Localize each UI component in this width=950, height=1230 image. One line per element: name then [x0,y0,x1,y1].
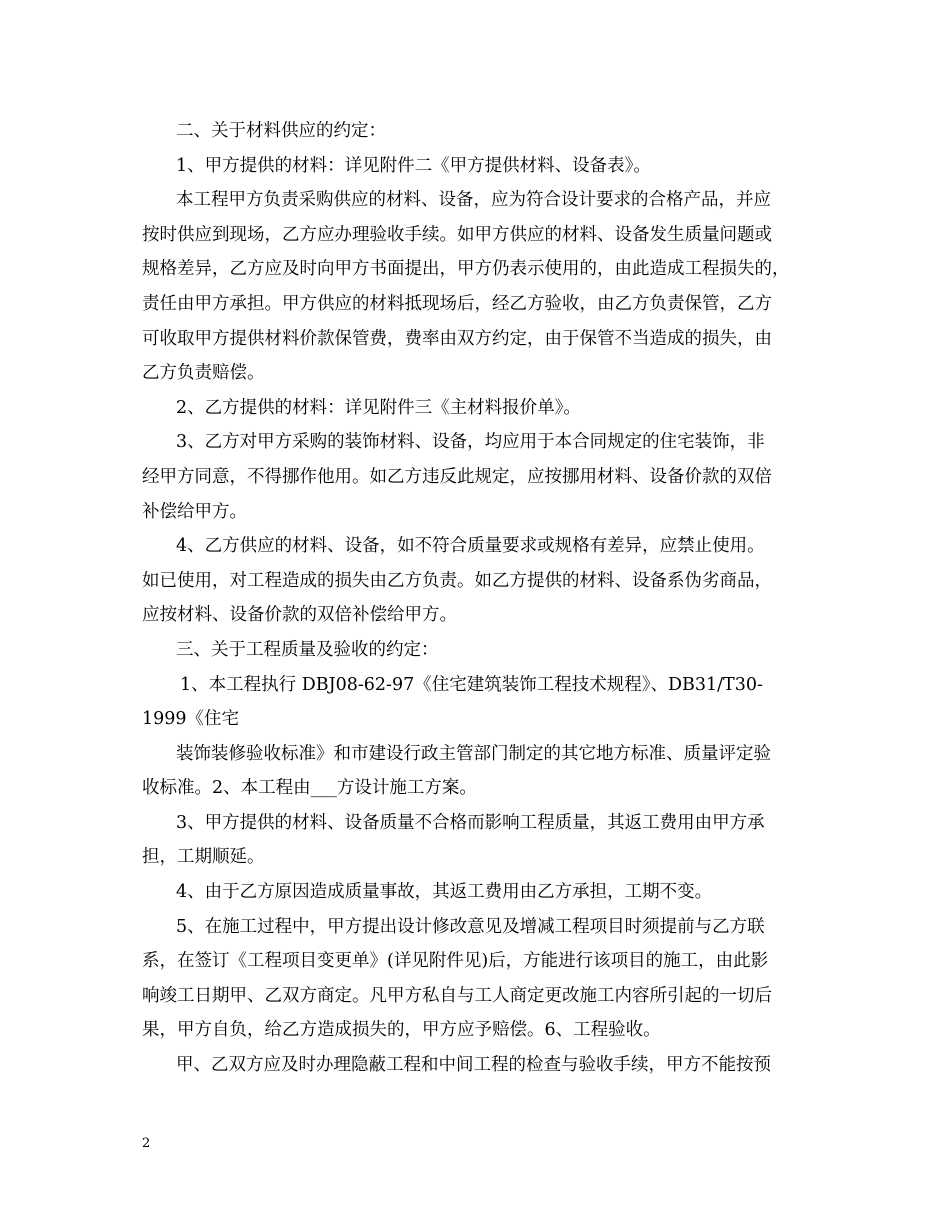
paragraph-line: 补偿给甲方。 [142,501,247,522]
paragraph-line: 乙方负责赔偿。 [142,363,265,384]
paragraph-line: 如已使用，对工程造成的损失由乙方负责。如乙方提供的材料、设备系伪劣商品， [142,570,772,591]
paragraph-line: 果，甲方自负，给乙方造成损失的，甲方应予赔偿。6、工程验收。 [142,1020,661,1041]
paragraph-line: 3、甲方提供的材料、设备质量不合格而影响工程质量，其返工费用由甲方承 [176,812,765,833]
paragraph-line: 2、乙方提供的材料：详见附件三《主材料报价单》。 [176,397,581,418]
document-body [142,114,822,1083]
paragraph-line: 应按材料、设备价款的双倍补偿给甲方。 [142,605,457,626]
paragraph-line: 担，工期顺延。 [142,847,265,868]
paragraph-line: 按时供应到现场，乙方应办理验收手续。如甲方供应的材料、设备发生质量问题或 [142,224,772,245]
paragraph-line: 响竣工日期甲、乙双方商定。凡甲方私自与工人商定更改施工内容所引起的一切后 [142,985,772,1006]
paragraph-line: 责任由甲方承担。甲方供应的材料抵现场后，经乙方验收，由乙方负责保管，乙方 [142,293,772,314]
paragraph-line: 甲、乙双方应及时办理隐蔽工程和中间工程的检查与验收手续，甲方不能按预 [176,1055,771,1076]
paragraph-line: 可收取甲方提供材料价款保管费，费率由双方约定，由于保管不当造成的损失，由 [142,328,772,349]
paragraph-line: 4、乙方供应的材料、设备，如不符合质量要求或规格有差异，应禁止使用。 [176,536,765,557]
paragraph-line: 3、乙方对甲方采购的装饰材料、设备，均应用于本合同规定的住宅装饰，非 [176,432,765,453]
paragraph-line: 1、甲方提供的材料：详见附件二《甲方提供材料、设备表》。 [176,155,651,176]
paragraph-line: 系，在签订《工程项目变更单》(详见附件见)后，方能进行该项目的施工，由此影 [142,951,769,972]
paragraph-line: 4、由于乙方原因造成质量事故，其返工费用由乙方承担，工期不变。 [176,882,713,903]
paragraph-line: 收标准。2、本工程由___方设计施工方案。 [142,778,477,799]
paragraph-line: 经甲方同意，不得挪作他用。如乙方违反此规定，应按挪用材料、设备价款的双倍 [142,466,772,487]
page-number: 2 [142,1136,151,1151]
paragraph-line: 1、本工程执行 DBJ08-62-97《住宅建筑装饰工程技术规程》、DB31/T30- [180,674,763,695]
paragraph-line: 本工程甲方负责采购供应的材料、设备，应为符合设计要求的合格产品，并应 [176,190,771,211]
paragraph-line: 装饰装修验收标准》和市建设行政主管部门制定的其它地方标准、质量评定验 [176,743,771,764]
paragraph-line: 1999《住宅 [142,709,240,730]
section-heading-materials: 二、关于材料供应的约定： [176,121,386,141]
section-heading-quality: 三、关于工程质量及验收的约定： [176,639,439,660]
paragraph-line: 规格差异，乙方应及时向甲方书面提出，甲方仍表示使用的，由此造成工程损失的， [142,259,790,280]
paragraph-line: 5、在施工过程中，甲方提出设计修改意见及增减工程项目时须提前与乙方联 [176,916,765,937]
